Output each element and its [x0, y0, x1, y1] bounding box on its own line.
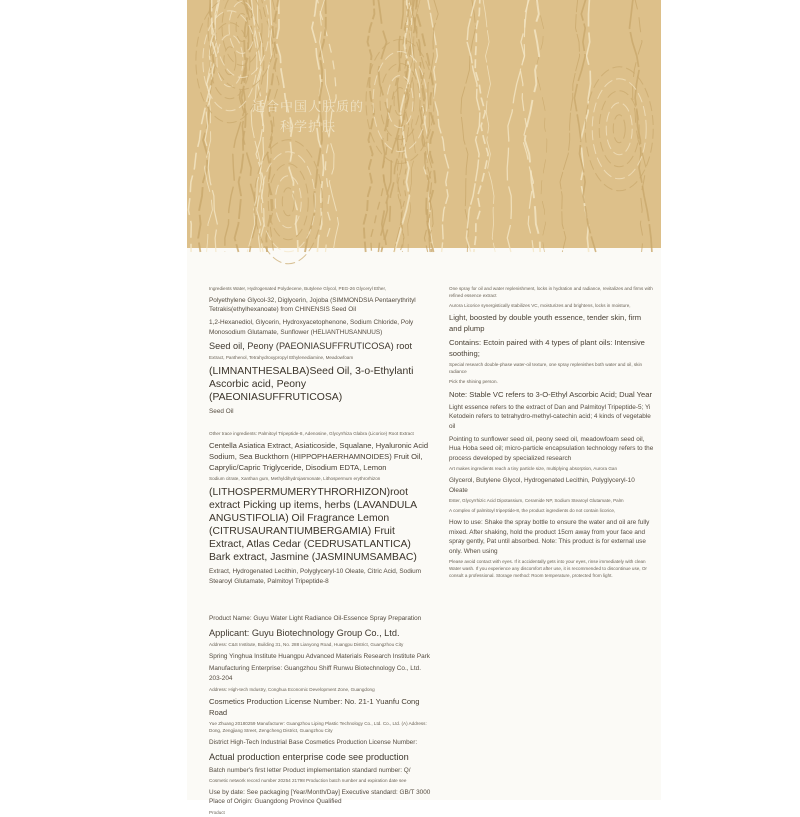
description-text-3: Light, boosted by double youth essence, tender skin, firm and plump — [449, 313, 642, 334]
description-text-9: Pointing to sunflower seed oil, peony seed oil, meadowfoam seed oil, Hua Hoba seed oil; micro-particle encapsulation technology refers to the process developed by specialized research — [449, 435, 654, 462]
ingredients-text-5: Extract, Panthenol, Tetrahydroxypropyl Ethylenediamine, Meadowfoam — [209, 355, 354, 361]
description-section — [449, 286, 655, 580]
description-text-13: A complex of palmitoyl tripeptide-8, the product ingredients do not contain licorice, — [449, 508, 616, 514]
other-ingredients-text-5: Extract, Hydrogenated Lecithin, Polyglyceryl-10 Oleate, Citric Acid, Sodium Stearoyl Glutamate, Palmitoyl Tripeptide-8 — [209, 568, 422, 585]
product-info-text-11: Batch number's first letter Product implementation standard number: Q/ — [209, 766, 411, 774]
product-info-text-14: Product — [209, 810, 225, 816]
hero-line-2: 科学护肤 — [279, 120, 336, 135]
other-ingredients-text-3: Sodium citrate, Xanthan gum, Methyldihydrojasmonate, Lithospermum erythrorhizon — [209, 476, 381, 482]
product-info-text-13: Use by date: See packaging [Year/Month/Day] Executive standard: GB/T 3000 Place of Origin: Guangdong Province Qualified — [209, 788, 431, 806]
ingredients-text-7: Seed Oil — [209, 407, 234, 415]
other-ingredients-text-1: Other trace ingredients: Palmitoyl Tripeptide-8, Adenosine, Glycyrrhiza Glabra (Licorice) Root Extract — [209, 430, 414, 436]
right-column — [449, 286, 655, 580]
ingredients-text-3: 1,2-Hexanediol, Glycerin, Hydroxyacetophenone, Sodium Chloride, Poly Monosodium Glutamate, Sunflower (HELIANTHUSANNUUS) — [209, 318, 414, 336]
product-info-text-8: Yue Zhuang 20180259 Manufacturer: Guangzhou Liping Plastic Technology Co., Ltd. Co., Ltd. (A) Address: Dong, Zengjiang Street, Zengcheng District, Guangzhou City — [209, 721, 427, 734]
ingredients-text-6: (LIMNANTHESALBA)Seed Oil, 3-o-Ethylanti Ascorbic acid, Peony (PAEONIASUFFRUTICOSA) — [209, 365, 414, 403]
left-column — [209, 286, 431, 817]
product-info-text-7: Cosmetics Production License Number: No. 21-1 Yuanfu Cong Road — [209, 697, 420, 718]
description-text-4: Contains: Ectoin paired with 4 types of plant oils: Intensive soothing; — [449, 338, 645, 359]
ingredients-section — [209, 286, 431, 417]
product-info-text-4: Spring Yinghua Institute Huangpu Advanced Materials Research Institute Park — [209, 652, 430, 660]
other-ingredients-text-4: (LITHOSPERMUMERYTHRORHIZON)root extract Picking up items, herbs (LAVANDULA ANGUSTIFOLIA) Oil Fragrance Lemon (CITRUSAURANTIUMBERGAMIA) Fruit Extract, Atlas Cedar (CEDRUSATLANTICA) Bark extract, Jasmine (JASMINUMSAMBAC) — [209, 487, 417, 564]
description-text-11: Glycerol, Butylene Glycol, Hydrogenated Lecithin, Polyglyceryl-10 Oleate — [449, 477, 635, 494]
description-text-2: Aurora Licorice synergistically stabilizes VC, moisturizes and brightens, locks in moisture, — [449, 302, 631, 308]
product-info-text-3: Address: C&S Institute, Building 31, No. 288 Lianyong Road, Huangpu District, Guangzhou City — [209, 641, 404, 647]
description-text-5: Special research double-phase water-oil texture, one spray replenishes both water and oil, skin radiance — [449, 362, 643, 375]
product-info-text-5: Manufacturing Enterprise: Guangzhou Shiff Runwu Biotechnology Co., Ltd. 203-204 — [209, 665, 421, 682]
other-ingredients-text-2: Centella Asiatica Extract, Asiaticoside, Squalane, Hyaluronic Acid Sodium, Sea Buckthorn (HIPPOPHAERHAMNOIDES) Fruit Oil, Caprylic/Capric Triglyceride, Disodium EDTA, Lemon — [209, 441, 429, 473]
product-info-text-1: Product Name: Guyu Water Light Radiance Oil-Essence Spray Preparation — [209, 615, 422, 623]
ingredients-text-1: Ingredients Water, Hydrogenated Polydecene, Butylene Glycol, PEG-26 Glyceryl Ether, — [209, 286, 387, 291]
description-text-14: How to use: Shake the spray bottle to ensure the water and oil are fully mixed. After shaking, hold the product 15cm away from your face and spray gently, Pat until absorbed. Note: This product is for external use only. When using — [449, 518, 650, 555]
product-info-text-9: District High-Tech Industrial Base Cosmetics Production License Number: — [209, 738, 418, 746]
product-info-text-6: Address: High-tech Industry, Conghua Economic Development Zone, Guangdong — [209, 686, 375, 692]
description-text-1: One spray for oil and water replenishment, locks in hydration and radiance, revitalizes and firms with refined essence extract — [449, 286, 653, 298]
product-info-text-12: Cosmetic network record number 20254 21798 Production batch number and expiration date see — [209, 778, 407, 784]
label-panel — [187, 0, 661, 816]
woodgrain-banner — [187, 0, 661, 248]
description-text-15: Please avoid contact with eyes. If it accidentally gets into your eyes, rinse immediately with clean Water wash. If you experience any discomfort after use, it is recommended to discontinue use, Or consult a professional. Storage method: Room temperature, protected from light. — [449, 559, 647, 578]
ingredients-text-2: Polyethylene Glycol-32, Diglycerin, Jojoba (SIMMONDSIA Pentaerythrityl Tetrakis(ethylhexanoate) from CHINENSIS Seed Oil — [209, 296, 416, 314]
ingredients-text-4: Seed oil, Peony (PAEONIASUFFRUTICOSA) root — [209, 341, 413, 352]
description-text-12: Ester, Glycyrrhizic Acid Dipotassium, Ceramide NP, Sodium Stearoyl Glutamate, Palm — [449, 498, 624, 504]
hero-line-1: 适合中国人肤质的 — [251, 100, 364, 115]
description-text-10: Art makes ingredients reach a tiny particle size, multiplying absorption, Aurora Gan — [449, 466, 618, 472]
product-info-text-10: Actual production enterprise code see production — [209, 751, 409, 762]
description-text-7: Note: Stable VC refers to 3-O-Ethyl Ascorbic Acid; Dual Year — [449, 389, 653, 399]
hero-slogan — [243, 98, 373, 138]
description-text-8: Light essence refers to the extract of Dan and Palmitoyl Tripeptide-5; Yi Ketodein refers to tetrahydro-methyl-catechin acid; 4 kinds of vegetable oil — [449, 403, 651, 430]
description-text-6: Pick the shining person. — [449, 378, 498, 384]
product-info-text-2: Applicant: Guyu Biotechnology Group Co., Ltd. — [209, 627, 400, 638]
product-info-section — [209, 614, 431, 817]
other-ingredients-section — [209, 431, 431, 587]
